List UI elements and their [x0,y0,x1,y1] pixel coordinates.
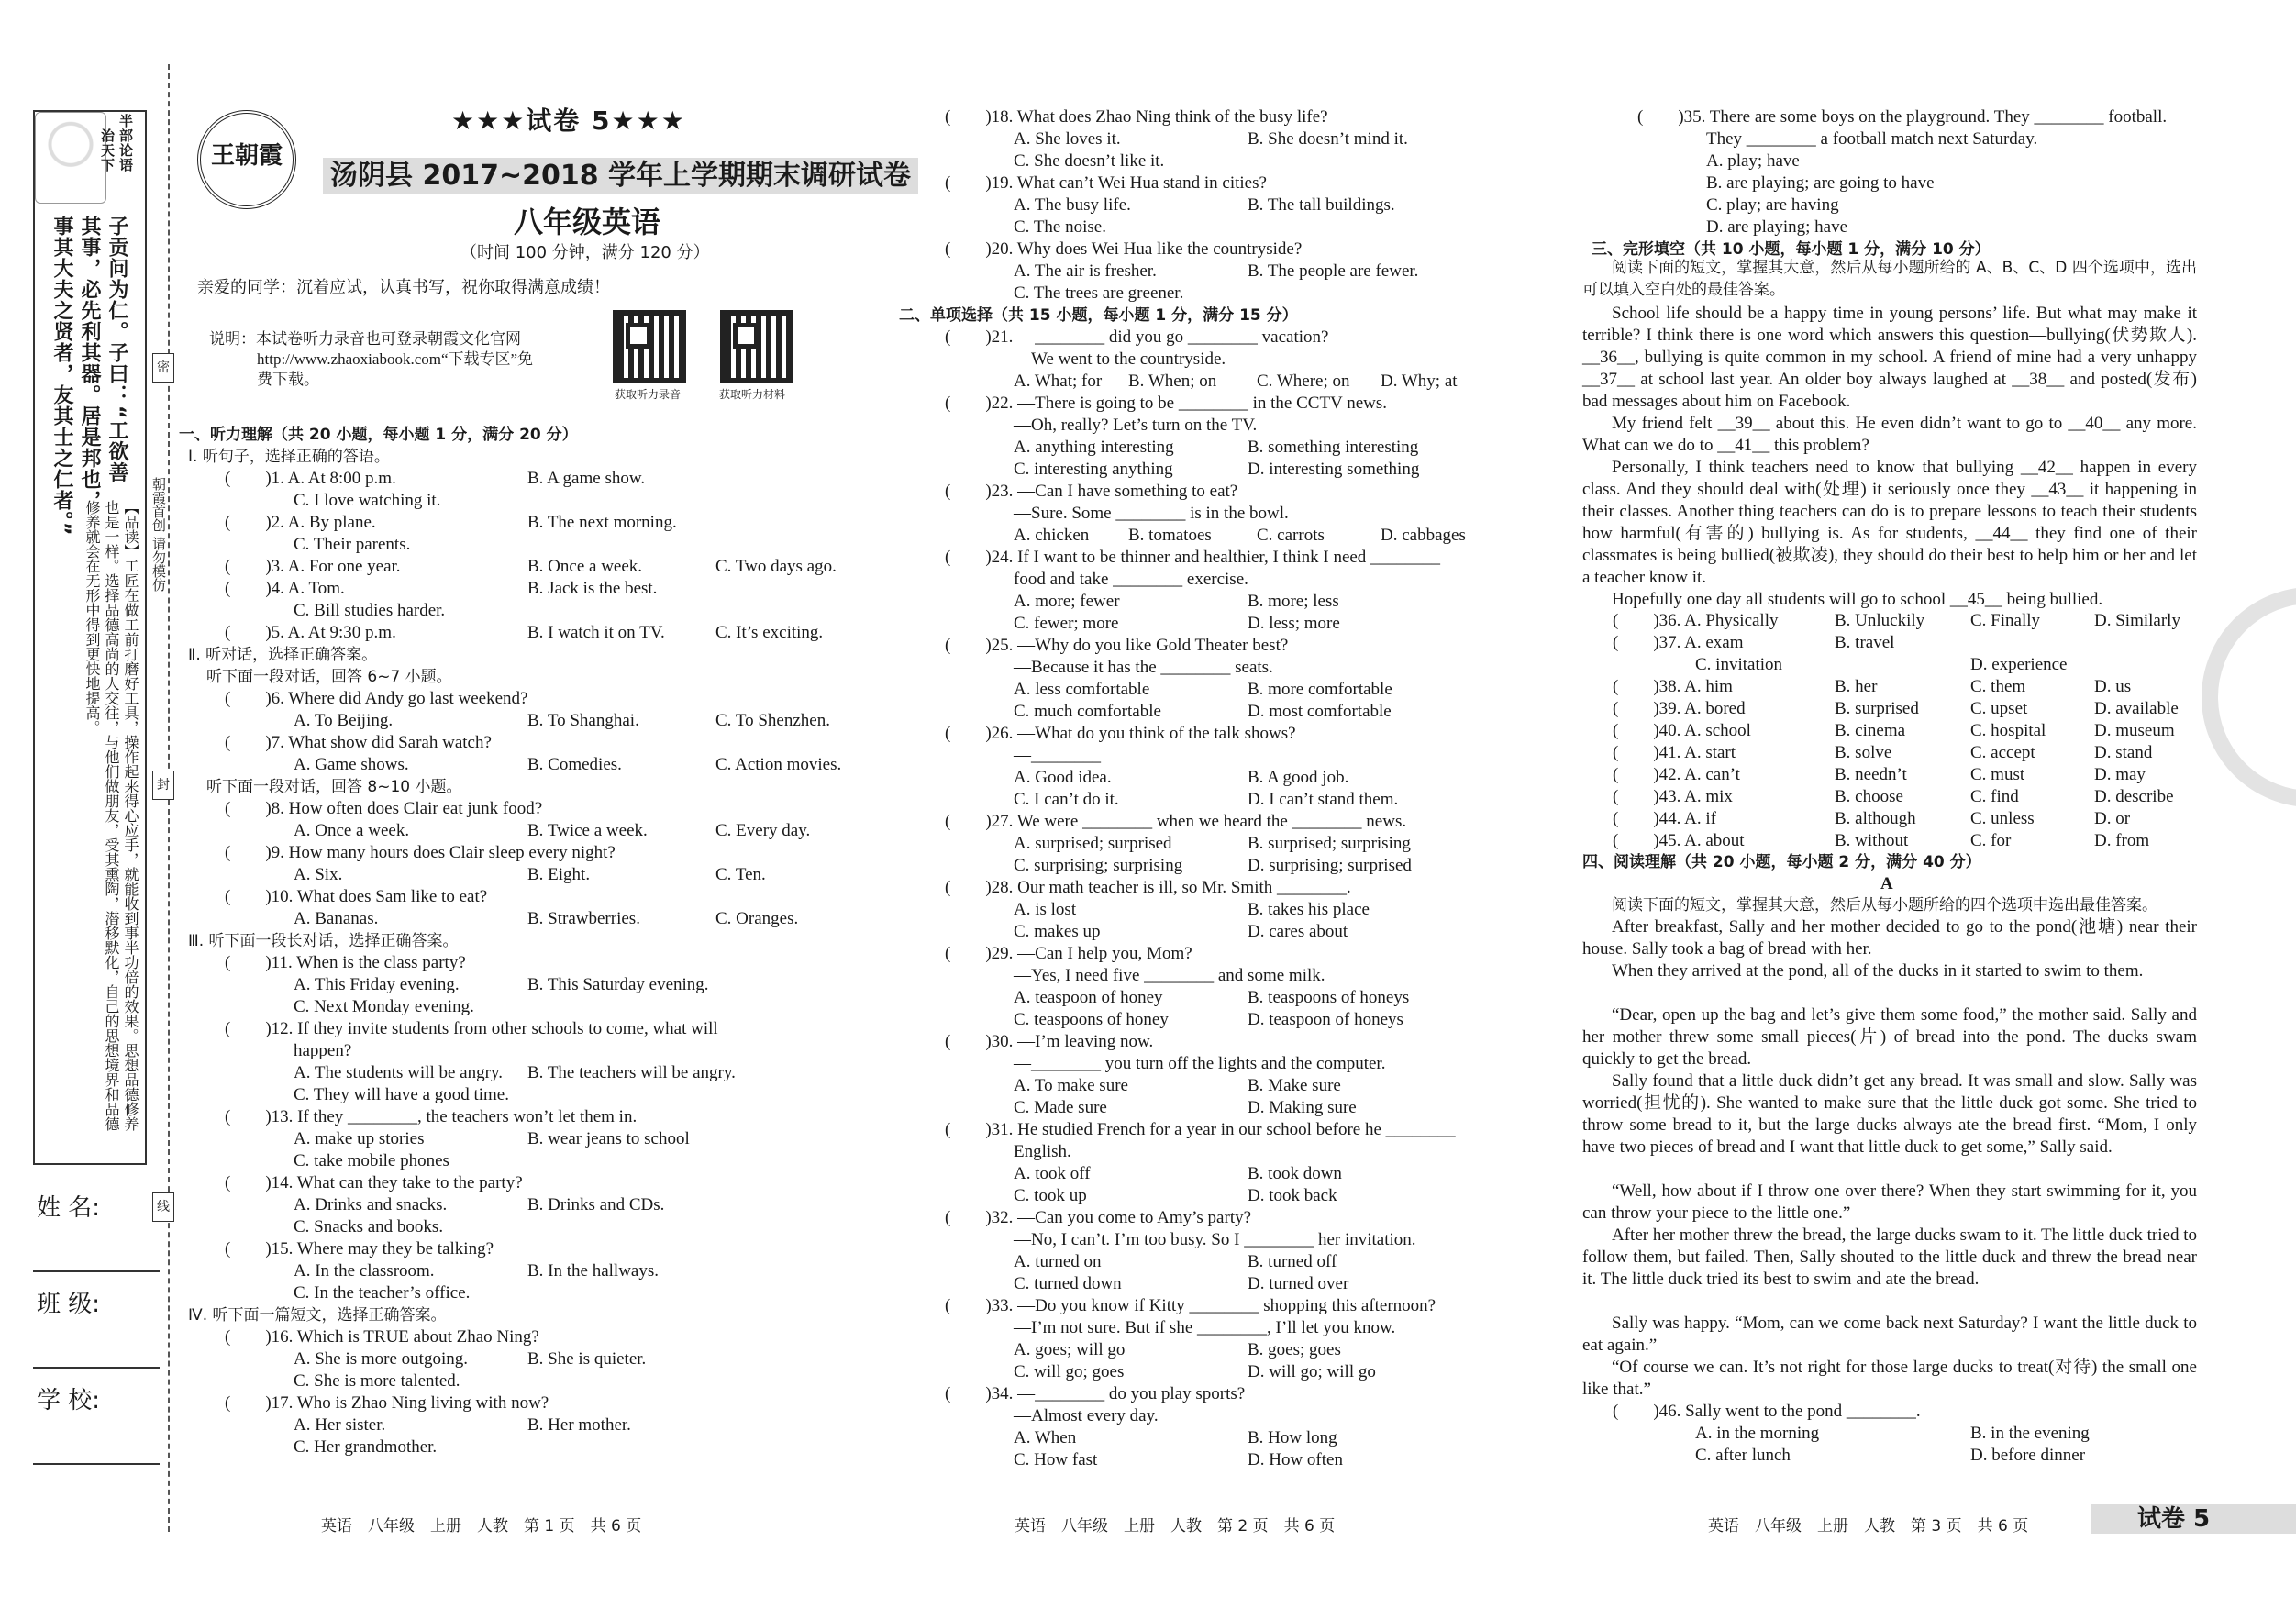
option[interactable]: A. teaspoon of honey [1014,988,1163,1007]
question[interactable]: ( )35. There are some boys on the playground. They ________ football. [1637,107,2168,127]
option-d[interactable]: D. Why; at [1381,372,1458,391]
option-c[interactable]: C. To Shenzhen. [715,711,830,730]
cloze-option[interactable]: D. or [2094,809,2131,828]
question[interactable]: ( )25. —Why do you like Gold Theater best? [945,636,1289,655]
greeting: 亲爱的同学：沉着应试，认真书写，祝你取得满意成绩！ [197,278,610,297]
question[interactable]: ( )14. What can they take to the party? [225,1173,523,1192]
question[interactable]: ( )8. How often does Clair eat junk food? [225,799,543,818]
option[interactable]: —Yes, I need five ________ and some milk. [1014,966,1325,985]
option-c[interactable]: C. carrots [1257,526,1325,545]
option-b[interactable]: D. interesting something [1248,460,1420,479]
name-line[interactable] [33,1270,160,1272]
watermark-seal [2202,587,2296,807]
footer-page-3: 英语 八年级 上册 人教 第 3 页 共 6 页 [1708,1517,2029,1536]
seal-feng: 封 [152,771,174,800]
option[interactable]: C. turned down [1014,1274,1122,1293]
option-b[interactable]: D. most comfortable [1248,702,1392,721]
option[interactable]: C. The trees are greener. [1014,283,1184,303]
question[interactable]: ( )10. What does Sam like to eat? [225,887,488,906]
option-b[interactable]: B. Comedies. [527,755,622,774]
option[interactable]: C. Bill studies harder. [294,601,446,620]
quote-line-c: 事其大夫之贤者，友其士之仁者。” [50,216,73,537]
cloze-option[interactable]: D. available [2094,699,2179,718]
question[interactable]: ( )28. Our math teacher is ill, so Mr. Smith ________. [945,878,1351,897]
cloze-option[interactable]: D. museum [2094,721,2175,740]
option[interactable]: —We went to the countryside. [1014,349,1226,369]
cloze-option[interactable]: C. Finally [1970,611,2041,630]
option-b[interactable]: B. something interesting [1248,438,1419,457]
option[interactable]: C. much comfortable [1014,702,1161,721]
cloze-question[interactable]: ( )37. A. exam [1613,633,1744,652]
option[interactable]: A. surprised; surprised [1014,834,1172,853]
cloze-option[interactable]: B. without [1835,831,1909,850]
option[interactable]: A. make up stories [294,1129,425,1148]
cloze-question[interactable]: C. invitation [1695,655,1782,674]
quote-line-b: 其事，必先利其器。居是邦也， [78,216,101,511]
question[interactable]: ( )20. Why does Wei Hua like the countryside? [945,239,1303,259]
reading-paragraph-3: “Dear, open up the bag and let’s give them some food,” the mother said. Sally and her mother threw some small pieces(片) of bread into the pond. The ducks swam quickly to get the bread. [1582,1005,2197,1069]
cloze-option[interactable]: D. from [2094,831,2150,850]
question[interactable]: ( )6. Where did Andy go last weekend? [225,689,528,708]
option[interactable]: C. She is more talented. [294,1371,460,1391]
option-c[interactable]: C. Two days ago. [715,557,837,576]
option[interactable]: D. are playing; have [1706,217,1848,237]
seal-mi: 密 [152,353,174,383]
cloze-paragraph-3: Personally, I think teachers need to know that bullying __42__ happen in every class. And they should deal with(处理) it seriously once they __43__ it happening in their classes. Another thing teachers can do is to prepare lessons to teach their students how harmful(有害的) bullying is. As for students, __44__ they find one of their classmates is being bullied(被欺凌), they should do their best to help him or her and let a teacher know it. [1582,458,2197,587]
cloze-option[interactable]: B. although [1835,809,1916,828]
qr2-label: 获取听力材料 [719,388,786,401]
option-b[interactable]: B. Strawberries. [527,909,640,928]
question[interactable]: ( )11. When is the class party? [225,953,466,972]
option-b[interactable]: D. surprising; surprised [1248,856,1412,875]
reading-paragraph-2: When they arrived at the pond, all of the ducks in it started to swim to them. [1612,961,2144,981]
option-b[interactable]: B. Jack is the best. [527,579,658,598]
option[interactable]: A. Her sister. [294,1415,386,1435]
option[interactable]: A. Six. [294,865,343,884]
option-b[interactable]: B. Twice a week. [527,821,648,840]
cloze-question[interactable]: ( )41. A. start [1613,743,1736,762]
class-line[interactable] [33,1367,160,1369]
option[interactable]: C. I can’t do it. [1014,790,1119,809]
option[interactable]: A. She is more outgoing. [294,1349,468,1369]
option-b[interactable]: D. less; more [1248,614,1340,633]
option[interactable]: C. interesting anything [1014,460,1173,479]
option[interactable]: C. They will have a good time. [294,1085,509,1104]
reading-section-title: 四、阅读理解（共 20 小题，每小题 2 分，满分 40 分） [1582,853,1981,871]
q46-option-a[interactable]: A. in the morning [1695,1424,1820,1443]
option-b[interactable]: B. She is quieter. [527,1349,647,1369]
cloze-option[interactable]: C. them [1970,677,2026,696]
option-b[interactable]: B. teaspoons of honeys [1248,988,1410,1007]
option-b[interactable]: B. The people are fewer. [1248,261,1419,281]
cloze-option[interactable]: C. hospital [1970,721,2046,740]
option-b[interactable]: B. This Saturday evening. [527,975,709,994]
option-b[interactable]: B. Make sure [1248,1076,1341,1095]
question[interactable]: ( )7. What show did Sarah watch? [225,733,492,752]
sub-section-title: Ⅲ. 听下面一段长对话，选择正确答案。 [188,932,459,950]
option-c[interactable]: C. It’s exciting. [715,623,824,642]
option-b[interactable]: B. more comfortable [1248,680,1392,699]
option[interactable]: A. The students will be angry. [294,1063,503,1082]
option[interactable]: A. took off [1014,1164,1091,1183]
name-label: 姓 名: [37,1194,101,1222]
option[interactable]: C. How fast [1014,1450,1098,1469]
option-c[interactable]: C. Ten. [715,865,766,884]
option[interactable]: C. Next Monday evening. [294,997,474,1016]
option-b[interactable]: B. Once a week. [527,557,643,576]
question[interactable]: ( )22. —There is going to be ________ in the CCTV news. [945,394,1387,413]
option-b[interactable]: B. tomatoes [1128,526,1212,545]
reading-letter: A [1880,874,1893,893]
cloze-paragraph-4: Hopefully one day all students will go to school __45__ being bullied. [1612,590,2103,609]
question[interactable]: ( )34. —________ do you play sports? [945,1384,1246,1403]
sub-section-title: Ⅰ. 听句子，选择正确的答语。 [188,448,390,466]
sub-section-title: Ⅳ. 听下面一篇短文，选择正确答案。 [188,1306,447,1325]
option-b[interactable]: D. teaspoon of honeys [1248,1010,1403,1029]
option-b[interactable]: B. A game show. [527,469,646,488]
option[interactable]: —I’m not sure. But if she ________, I’ll let you know. [1014,1318,1396,1337]
option-b[interactable]: B. more; less [1248,592,1339,611]
cloze-option[interactable]: D. may [2094,765,2146,784]
quote-line-a: 子贡问为仁。子曰：“工欲善 [105,216,128,483]
option[interactable]: A. This Friday evening. [294,975,460,994]
option[interactable]: C. She doesn’t like it. [1014,151,1165,171]
cloze-option[interactable]: C. must [1970,765,2025,784]
option[interactable]: A. To Beijing. [294,711,394,730]
reading-paragraph-6: After her mother threw the bread, the large ducks swam to it. The little duck tried to follow them, but failed. Then, Sally shouted to the little duck and threw the bread near it. The little duck tried its best to swim and ate the bread. [1582,1225,2197,1289]
cloze-option[interactable]: C. find [1970,787,2019,806]
option-b[interactable]: B. To Shanghai. [527,711,639,730]
option-b[interactable]: B. The tall buildings. [1248,195,1395,215]
question[interactable]: ( )16. Which is TRUE about Zhao Ning? [225,1327,539,1347]
footer-page-1: 英语 八年级 上册 人教 第 1 页 共 6 页 [321,1517,642,1536]
footer-tag: 试卷 5 [2137,1505,2211,1533]
option[interactable]: —Sure. Some ________ is in the bowl. [1014,504,1289,523]
option-c[interactable]: C. Oranges. [715,909,799,928]
q46-option-d[interactable]: D. before dinner [1970,1446,2086,1465]
seal-xian: 线 [152,1192,174,1222]
question[interactable]: ( )2. A. By plane. [225,513,376,532]
option[interactable]: —________ [1014,746,1101,765]
option[interactable]: food and take ________ exercise. [1014,570,1248,589]
option-b[interactable]: B. Drinks and CDs. [527,1195,665,1214]
cloze-option[interactable]: B. cinema [1835,721,1906,740]
option-b[interactable]: B. wear jeans to school [527,1129,690,1148]
question[interactable]: ( )1. A. At 8:00 p.m. [225,469,396,488]
cloze-option[interactable]: B. choose [1835,787,1903,806]
exam-title: 汤阴县 2017~2018 学年上学期期末调研试卷 [323,158,918,194]
school-label: 学 校: [37,1387,101,1414]
reading-paragraph-5: “Well, how about if I throw one over there? When they start swimming for it, you can throw your piece to the little one.” [1582,1181,2197,1223]
option-b[interactable]: B. I watch it on TV. [527,623,665,642]
cloze-option[interactable]: B. solve [1835,743,1892,762]
qr1-label: 获取听力录音 [615,388,682,401]
qr-code-material[interactable] [720,310,793,383]
option[interactable]: A. goes; will go [1014,1340,1126,1359]
cloze-question[interactable]: ( )43. A. mix [1613,787,1733,806]
question[interactable]: ( )29. —Can I help you, Mom? [945,944,1192,963]
question[interactable]: ( )30. —I’m leaving now. [945,1032,1154,1051]
option[interactable]: C. makes up [1014,922,1101,941]
option[interactable]: —Almost every day. [1014,1406,1159,1425]
option-b[interactable]: B. The next morning. [527,513,677,532]
cloze-intro: 阅读下面的短文，掌握其大意，然后从每小题所给的 A、B、C、D 四个选项中，选出可以填入空白处的最佳答案。 [1582,259,2197,299]
option[interactable]: A. When [1014,1428,1077,1447]
option[interactable]: A. Once a week. [294,821,410,840]
reading-paragraph-1: After breakfast, Sally and her mother decided to go to the pond(池塘) near their house. Sally took a bag of bread with her. [1582,917,2197,959]
question[interactable]: ( )17. Who is Zhao Ning living with now? [225,1393,549,1413]
option-b[interactable]: B. takes his place [1248,900,1370,919]
side-note: 朝霞首创 请勿模仿 [150,477,167,592]
brand-logo [197,110,296,209]
question[interactable]: ( )21. —________ did you go ________ vacation? [945,327,1329,347]
cloze-option[interactable]: C. unless [1970,809,2035,828]
question[interactable]: ( )32. —Can you come to Amy’s party? [945,1208,1252,1227]
option[interactable]: C. will go; goes [1014,1362,1125,1381]
exam-subject: 八年级英语 [514,205,661,239]
listening-instruction: 听下面一段对话，回答 8~10 小题。 [206,778,462,796]
q46-option-b[interactable]: B. in the evening [1970,1424,2090,1443]
option-d[interactable]: D. cabbages [1381,526,1466,545]
question[interactable]: ( )18. What does Zhao Ning think of the busy life? [945,107,1328,127]
option[interactable]: A. more; fewer [1014,592,1120,611]
cloze-option[interactable]: B. Unluckily [1835,611,1925,630]
option[interactable]: C. teaspoons of honey [1014,1010,1169,1029]
pindu-text: 【品读】工匠在做工前打磨好工具，操作起来得心应手，就能收到事半功倍的效果。思想品德修养也是一样。选择品德高尚的人交往，与他们做朋友，受其熏陶，潜移默化，自己的思想境界和品德修养就会在无形中得到更快地提高。 [83,500,139,1131]
option[interactable]: C. The noise. [1014,217,1106,237]
option-b[interactable]: B. She doesn’t mind it. [1248,129,1408,149]
option[interactable]: A. chicken [1014,526,1090,545]
option[interactable]: C. Made sure [1014,1098,1107,1117]
cloze-option[interactable]: D. describe [2094,787,2174,806]
option-c[interactable]: C. Where; on [1257,372,1350,391]
reading-paragraph-7: Sally was happy. “Mom, can we come back next Saturday? I want the little duck to eat again.” [1582,1314,2197,1355]
option[interactable]: A. is lost [1014,900,1077,919]
option[interactable]: They ________ a football match next Saturday. [1706,129,2038,149]
question[interactable]: ( )26. —What do you think of the talk shows? [945,724,1296,743]
cloze-option[interactable]: D. us [2094,677,2132,696]
option[interactable]: C. In the teacher’s office. [294,1283,471,1303]
option[interactable]: B. are playing; are going to have [1706,173,1935,193]
cloze-question[interactable]: ( )39. A. bored [1613,699,1746,718]
option[interactable]: C. surprising; surprising [1014,856,1183,875]
option-b[interactable]: B. Her mother. [527,1415,631,1435]
option[interactable]: A. Drinks and snacks. [294,1195,448,1214]
option-b[interactable]: B. The teachers will be angry. [527,1063,736,1082]
option[interactable]: A. To make sure [1014,1076,1128,1095]
option[interactable]: A. Game shows. [294,755,409,774]
cloze-paragraph-1: School life should be a happy time in young persons’ life. But what may make it terrible? I think there is one word which answers this question—bullying(伏势欺人). __36__, bullying is quite common in my school. A friend of mine had a very unhappy __37__ at school last year. An older boy always laughed at __38__ and posted(发布) bad messages about him on Facebook. [1582,304,2197,411]
cloze-option[interactable]: C. for [1970,831,2012,850]
exam-time: （时间 100 分钟，满分 120 分） [460,243,710,262]
option-b[interactable]: B. took down [1248,1164,1342,1183]
question[interactable]: ( )13. If they ________, the teachers won’t let them in. [225,1107,638,1126]
option[interactable]: —Because it has the ________ seats. [1014,658,1273,677]
option-b[interactable]: B. In the hallways. [527,1261,660,1281]
note-line-2: http://www.zhaoxiabook.com“下载专区”免 [257,350,534,368]
side-strip [0,0,183,1597]
option[interactable]: A. Good idea. [1014,768,1112,787]
question[interactable]: ( )3. A. For one year. [225,557,401,576]
cloze-option[interactable]: B. her [1835,677,1878,696]
motto-column-1: 半部论语 [117,114,134,172]
question[interactable]: ( )12. If they invite students from other schools to come, what will [225,1019,718,1038]
option-b[interactable]: D. turned over [1248,1274,1349,1293]
logo-text: 王朝霞 [210,142,283,170]
option-b[interactable]: B. turned off [1248,1252,1337,1271]
cloze-option[interactable]: C. accept [1970,743,2035,762]
option[interactable]: A. less comfortable [1014,680,1150,699]
option[interactable]: —________ you turn off the lights and the computer. [1014,1054,1386,1073]
reading-paragraph-8: “Of course we can. It’s not right for those large ducks to treat(对待) the small one like that.” [1582,1358,2197,1399]
option-b[interactable]: D. took back [1248,1186,1337,1205]
option[interactable]: A. anything interesting [1014,438,1174,457]
option[interactable]: C. Snacks and books. [294,1217,444,1237]
cloze-question[interactable]: ( )40. A. school [1613,721,1751,740]
paper-number: ★★★试卷 5★★★ [451,105,686,136]
section-title: 一、听力理解（共 20 小题，每小题 1 分，满分 20 分） [179,426,578,444]
class-label: 班 级: [37,1291,101,1318]
option[interactable]: A. Bananas. [294,909,379,928]
option[interactable]: A. The air is fresher. [1014,261,1157,281]
section-title: 三、完形填空（共 10 小题，每小题 1 分，满分 10 分） [1592,240,1991,259]
option-c[interactable]: C. Action movies. [715,755,842,774]
option-b[interactable]: D. Making sure [1248,1098,1357,1117]
option[interactable]: C. Their parents. [294,535,411,554]
cloze-option[interactable]: D. stand [2094,743,2153,762]
option[interactable]: English. [1014,1142,1071,1161]
listening-instruction: 听下面一段对话，回答 6~7 小题。 [206,668,452,686]
cloze-option[interactable]: C. upset [1970,699,2028,718]
cloze-option[interactable]: D. experience [1970,655,2068,674]
question-46[interactable]: ( )46. Sally went to the pond ________. [1613,1402,1921,1421]
option[interactable]: A. What; for [1014,372,1103,391]
reading-paragraph-4: Sally found that a little duck didn’t get any bread. It was small and slow. Sally was worried(担忧的). She wanted to make sure that the little duck got some. She tried to throw some bread to it, but the large ducks always ate the bread first. “Mom, I only have two pieces of bread and I want that little duck to get some,” Sally said. [1582,1071,2197,1157]
option[interactable]: —No, I can’t. I’m too busy. So I ________ her invitation. [1014,1230,1416,1249]
cloze-option[interactable]: B. surprised [1835,699,1919,718]
note-line-3: 费下载。 [257,371,319,389]
motto-column-2: 治天下 [99,128,116,172]
option[interactable]: A. The busy life. [1014,195,1131,215]
sub-section-title: Ⅱ. 听对话，选择正确答案。 [188,646,378,664]
option-b[interactable]: D. How often [1248,1450,1343,1469]
section-title: 二、单项选择（共 15 小题，每小题 1 分，满分 15 分） [899,306,1298,325]
option-b[interactable]: B. Eight. [527,865,591,884]
option-b[interactable]: D. cares about [1248,922,1348,941]
footer-page-2: 英语 八年级 上册 人教 第 2 页 共 6 页 [1015,1517,1336,1536]
option[interactable]: —Oh, really? Let’s turn on the TV. [1014,416,1258,435]
option-c[interactable]: C. Every day. [715,821,811,840]
cloze-question[interactable]: ( )36. A. Physically [1613,611,1779,630]
option[interactable]: happen? [294,1041,352,1060]
option-b[interactable]: B. When; on [1128,372,1217,391]
note-line-1: 说明：本试卷听力录音也可登录朝霞文化官网 [209,330,521,349]
option[interactable]: A. play; have [1706,151,1800,171]
reading-intro: 阅读下面的短文，掌握其大意，然后从每小题所给的四个选项中选出最佳答案。 [1612,896,2157,915]
qr-code-audio[interactable] [613,310,686,383]
cloze-question[interactable]: ( )44. A. if [1613,809,1716,828]
question[interactable]: ( )9. How many hours does Clair sleep every night? [225,843,616,862]
question[interactable]: ( )31. He studied French for a year in our school before he ________ [945,1120,1456,1139]
option[interactable]: A. She loves it. [1014,129,1121,149]
option-b[interactable]: B. surprised; surprising [1248,834,1411,853]
question[interactable]: ( )24. If I want to be thinner and healthier, I think I need ________ [945,548,1441,567]
cloze-question[interactable]: ( )42. A. can’t [1613,765,1740,784]
cloze-question[interactable]: ( )38. A. him [1613,677,1733,696]
option-b[interactable]: D. will go; will go [1248,1362,1376,1381]
option-b[interactable]: D. I can’t stand them. [1248,790,1399,809]
question[interactable]: ( )27. We were ________ when we heard the ________ news. [945,812,1407,831]
question[interactable]: ( )23. —Can I have something to eat? [945,482,1238,501]
school-line[interactable] [33,1463,160,1465]
option[interactable]: C. took up [1014,1186,1087,1205]
q46-option-c[interactable]: C. after lunch [1695,1446,1791,1465]
question[interactable]: ( )19. What can’t Wei Hua stand in cities? [945,173,1267,193]
option[interactable]: C. take mobile phones [294,1151,449,1170]
cloze-paragraph-2: My friend felt __39__ about this. He even didn’t want to go to __40__ any more. What can we do to __41__ this problem? [1582,414,2197,455]
option-b[interactable]: B. A good job. [1248,768,1349,787]
question[interactable]: ( )33. —Do you know if Kitty ________ shopping this afternoon? [945,1296,1436,1315]
option[interactable]: C. I love watching it. [294,491,441,510]
option[interactable]: C. Her grandmother. [294,1437,438,1457]
cloze-option[interactable]: B. travel [1835,633,1895,652]
option[interactable]: A. turned on [1014,1252,1102,1271]
question[interactable]: ( )4. A. Tom. [225,579,345,598]
option[interactable]: A. In the classroom. [294,1261,435,1281]
question[interactable]: ( )15. Where may they be talking? [225,1239,494,1259]
cloze-question[interactable]: ( )45. A. about [1613,831,1745,850]
option[interactable]: C. play; are having [1706,195,1839,215]
option[interactable]: C. fewer; more [1014,614,1119,633]
option-b[interactable]: B. How long [1248,1428,1337,1447]
question[interactable]: ( )5. A. At 9:30 p.m. [225,623,396,642]
cloze-option[interactable]: B. needn’t [1835,765,1907,784]
cloze-option[interactable]: D. Similarly [2094,611,2180,630]
option-b[interactable]: B. goes; goes [1248,1340,1341,1359]
